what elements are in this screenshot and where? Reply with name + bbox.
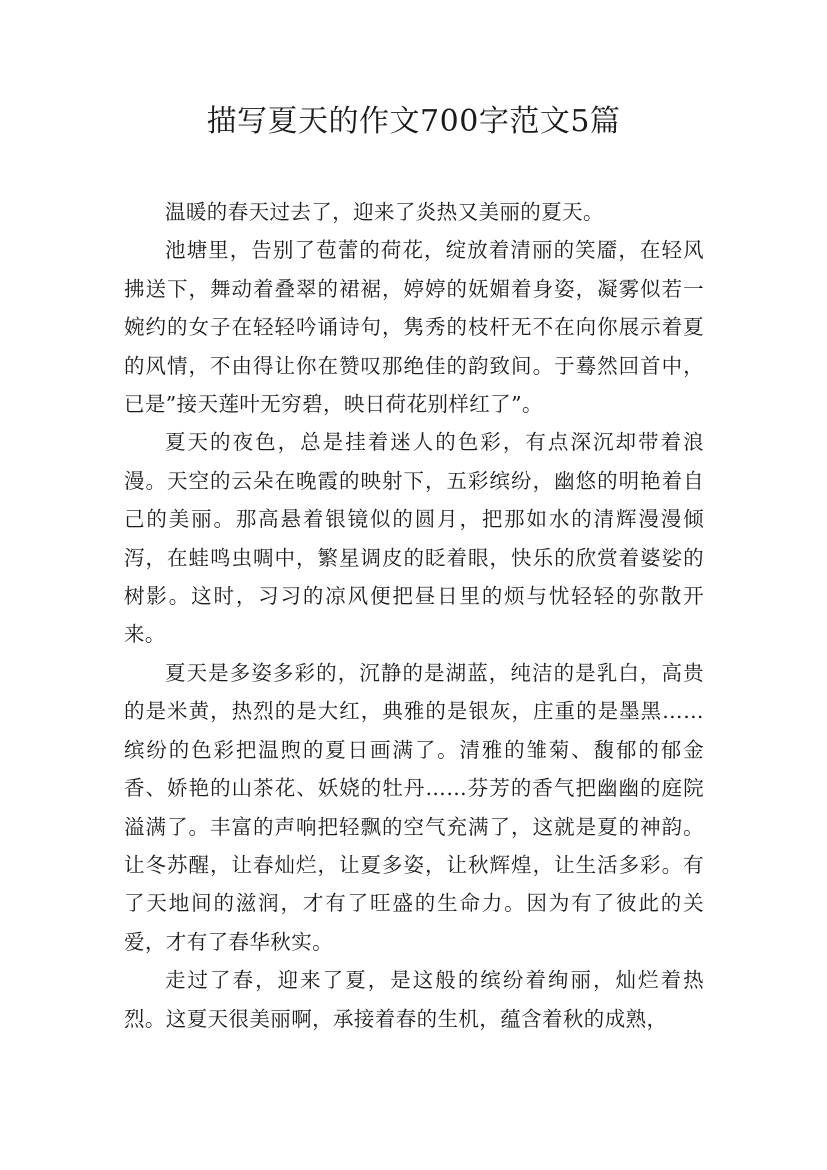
paragraph-5: 走过了春，迎来了夏，是这般的缤纷着绚丽，灿烂着热烈。这夏天很美丽啊，承接着春的生机，蕴含着秋的成熟，: [124, 968, 704, 1031]
document-title: 描写夏天的作文700字范文5篇: [206, 104, 621, 139]
document-body: [124, 193, 704, 1038]
paragraph-3: 夏天的夜色，总是挂着迷人的色彩，有点深沉却带着浪漫。天空的云朵在晚霞的映射下，五彩缤纷，幽悠的明艳着自己的美丽。那高悬着银镜似的圆月，把那如水的清辉漫漫倾泻，在蛙鸣虫啁中，繁星调皮的眨着眼，快乐的欣赏着婆娑的树影。这时，习习的凉风便把昼日里的烦与忧轻轻的弥散开来。: [124, 430, 704, 647]
paragraph-1: 温暖的春天过去了，迎来了炎热又美丽的夏天。: [165, 200, 604, 224]
paragraph-2: 池塘里，告别了苞蕾的荷花，绽放着清丽的笑靥，在轻风拂送下，舞动着叠翠的裙裾，婷婷的妩媚着身姿，凝雾似若一婉约的女子在轻轻吟诵诗句，隽秀的枝杆无不在向你展示着夏的风情，不由得让你在赞叹那绝佳的韵致间。于蓦然回首中，已是”接天莲叶无穷碧，映日荷花别样红了”。: [124, 238, 704, 417]
paragraph-4: 夏天是多姿多彩的，沉静的是湖蓝，纯洁的是乳白，高贵的是米黄，热烈的是大红，典雅的是银灰，庄重的是墨黑……缤纷的色彩把温煦的夏日画满了。清雅的雏菊、馥郁的郁金香、娇艳的山茶花、妖娆的牡丹……芬芳的香气把幽幽的庭院溢满了。丰富的声响把轻飘的空气充满了，这就是夏的神韵。让冬苏醒，让春灿烂，让夏多姿，让秋辉煌，让生活多彩。有了天地间的滋润，才有了旺盛的生命力。因为有了彼此的关爱，才有了春华秋实。: [124, 660, 704, 954]
